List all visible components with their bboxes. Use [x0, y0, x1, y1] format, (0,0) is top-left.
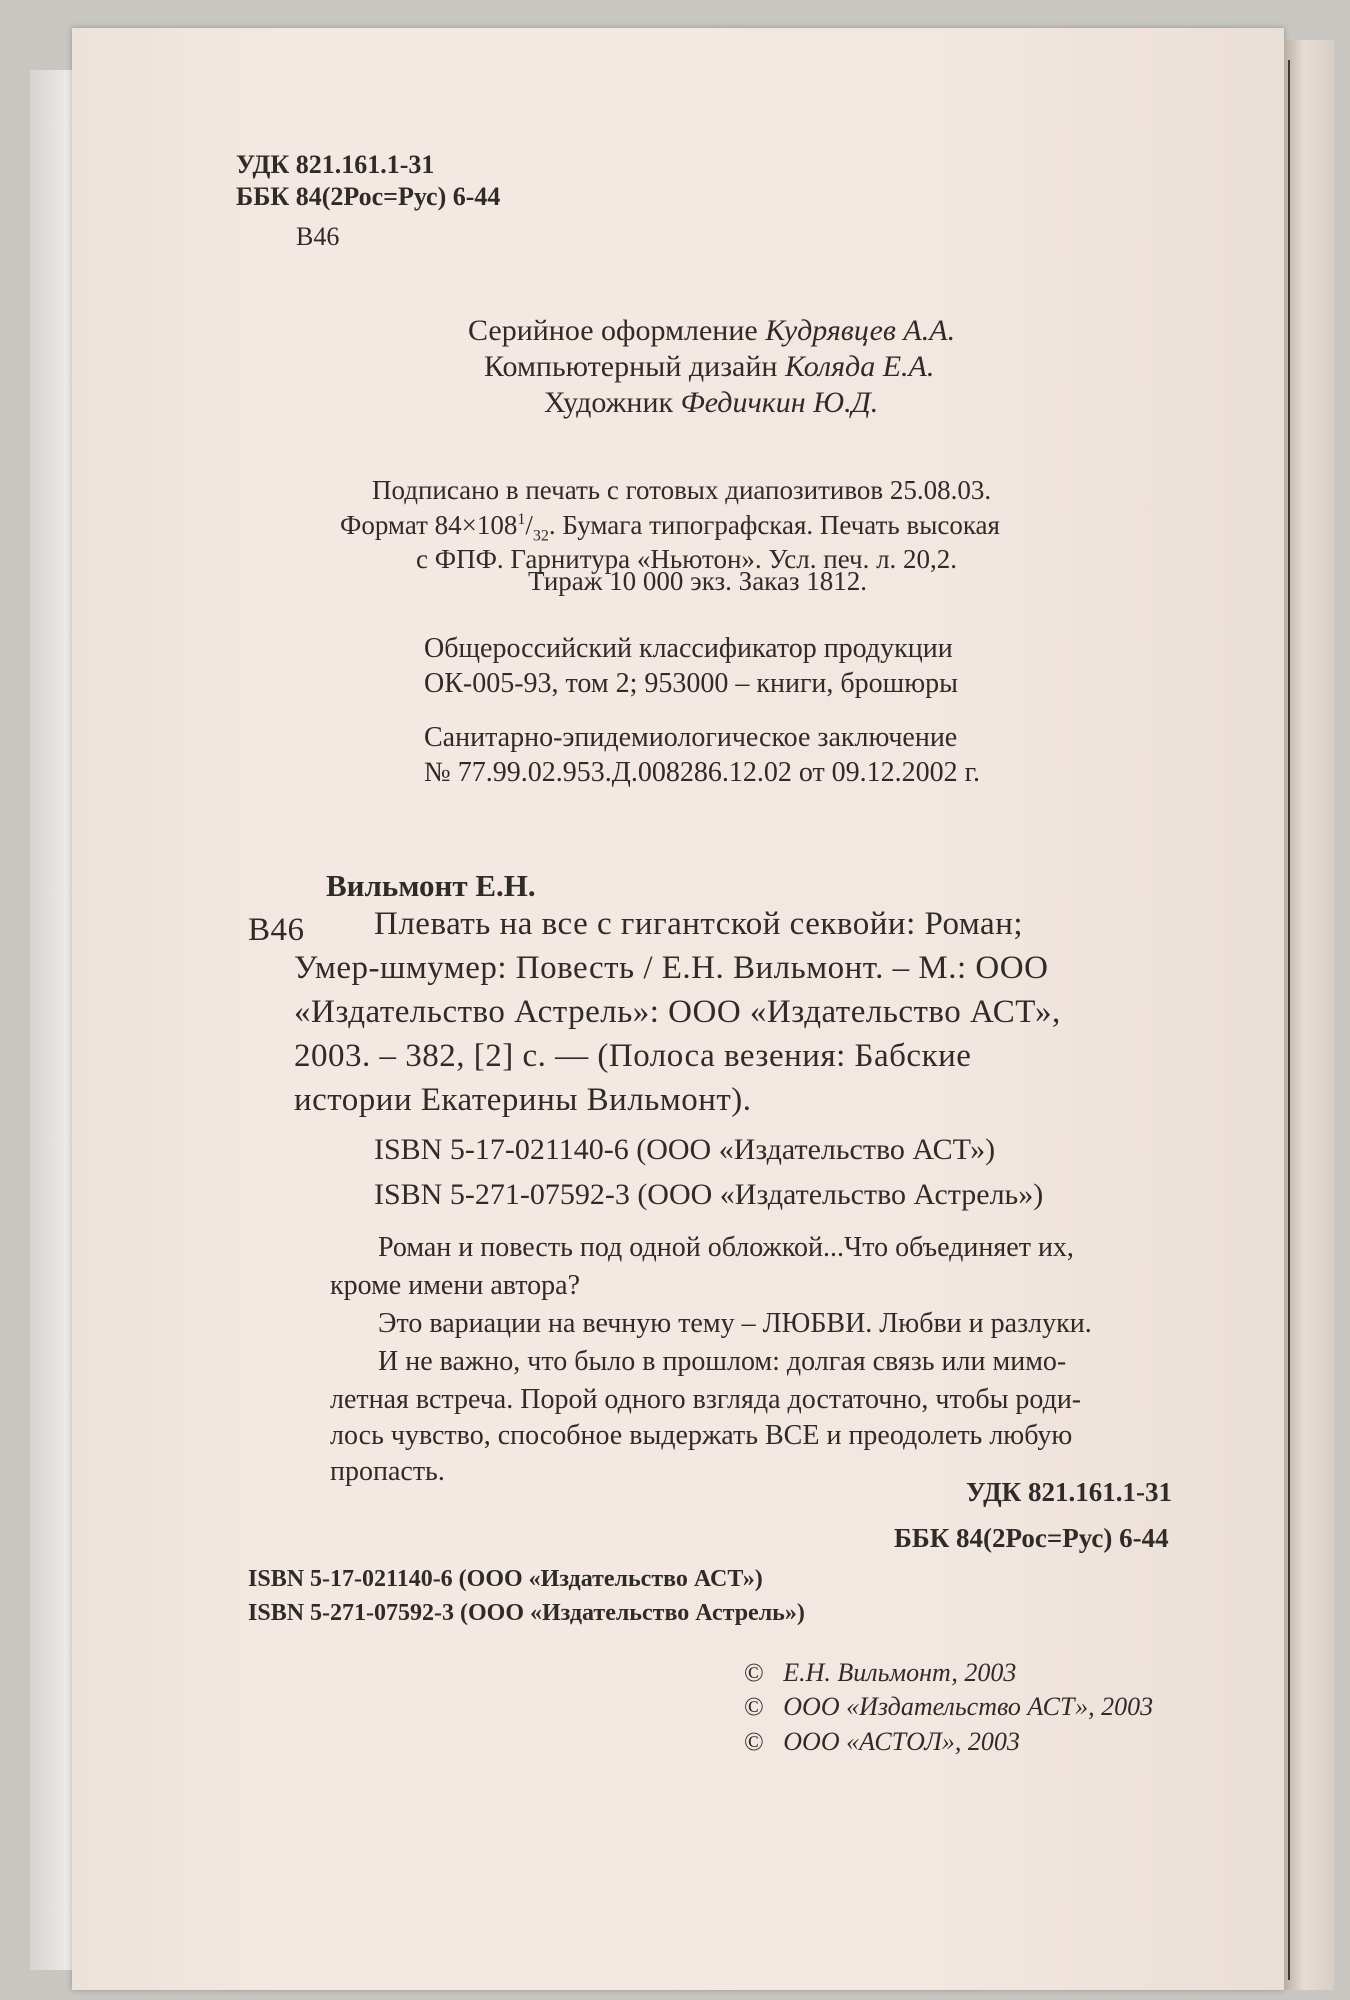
bbk-code-top: ББК 84(2Рос=Рус) 6-44	[236, 182, 501, 211]
copyright-author: © Е.Н. Вильмонт, 2003	[744, 1658, 1017, 1687]
print-info-line3: с ФПФ. Гарнитура «Ньютон». Усл. печ. л. 20,2.	[416, 544, 958, 574]
copyright-ast: © ООО «Издательство АСТ», 2003	[744, 1692, 1154, 1721]
annotation-p3-line3: лось чувство, способное выдержать ВСЕ и преодолеть любую	[330, 1420, 1073, 1451]
book-left-edge	[30, 70, 76, 1970]
catalog-line5: истории Екатерины Вильмонт).	[294, 1082, 752, 1118]
author-mark-top: В46	[296, 222, 340, 251]
udk-code-top: УДК 821.161.1-31	[236, 150, 435, 179]
book-right-edge	[1284, 40, 1334, 1990]
page-fold-line	[1288, 60, 1290, 1980]
sanitary-line1: Санитарно-эпидемиологическое заключение	[424, 722, 958, 753]
udk-code-bottom: УДК 821.161.1-31	[966, 1477, 1172, 1507]
annotation-p2: Это вариации на вечную тему – ЛЮБВИ. Любви и разлуки.	[378, 1308, 1092, 1339]
annotation-p3-line1: И не важно, что было в прошлом: долгая связь или мимо-	[378, 1346, 1067, 1377]
catalog-author: Вильмонт Е.Н.	[326, 868, 536, 903]
catalog-isbn2: ISBN 5-271-07592-3 (ООО «Издательство Астрель»)	[374, 1178, 1044, 1211]
classifier-line1: Общероссийский классификатор продукции	[424, 633, 953, 664]
catalog-line3: «Издательство Астрель»: ООО «Издательство АСТ»,	[294, 994, 1061, 1030]
catalog-line2: Умер-шмумер: Повесть / Е.Н. Вильмонт. – М.: ООО	[294, 950, 1049, 986]
catalog-line1: Плевать на все с гигантской секвойи: Роман;	[374, 906, 1024, 942]
catalog-line4: 2003. – 382, [2] с. — (Полоса везения: Бабские	[294, 1038, 972, 1074]
catalog-isbn1: ISBN 5-17-021140-6 (ООО «Издательство АСТ»)	[374, 1133, 996, 1166]
isbn-block-line1: ISBN 5-17-021140-6 (ООО «Издательство АСТ»)	[248, 1566, 763, 1592]
print-info-line4: Тираж 10 000 экз. Заказ 1812.	[528, 566, 868, 596]
credit-series-design: Серийное оформление Кудрявцев А.А.	[468, 314, 956, 347]
isbn-block-line2: ISBN 5-271-07592-3 (ООО «Издательство Астрель»)	[248, 1600, 805, 1626]
credit-artist: Художник Федичкин Ю.Д.	[544, 386, 879, 419]
annotation-p1-line2: кроме имени автора?	[330, 1270, 580, 1301]
copyright-astol: © ООО «АСТОЛ», 2003	[744, 1727, 1020, 1756]
bbk-code-bottom: ББК 84(2Рос=Рус) 6-44	[894, 1523, 1169, 1553]
catalog-mark: В46	[248, 912, 305, 948]
annotation-p1-line1: Роман и повесть под одной обложкой...Что объединяет их,	[378, 1232, 1074, 1263]
annotation-p3-line2: летная встреча. Порой одного взгляда достаточно, чтобы роди-	[330, 1384, 1082, 1415]
classifier-line2: ОК-005-93, том 2; 953000 – книги, брошюры	[424, 668, 958, 699]
credit-computer-design: Компьютерный дизайн Коляда Е.А.	[484, 350, 935, 383]
sanitary-line2: № 77.99.02.953.Д.008286.12.02 от 09.12.2002 г.	[424, 757, 981, 788]
annotation-p3-line4: пропасть.	[330, 1456, 445, 1487]
print-info-line2: Формат $84\times 108^1/_{32}$. Бумага типографская. Печать высокая	[340, 510, 1000, 545]
print-info-line1: Подписано в печать с готовых диапозитивов 25.08.03.	[372, 475, 992, 505]
